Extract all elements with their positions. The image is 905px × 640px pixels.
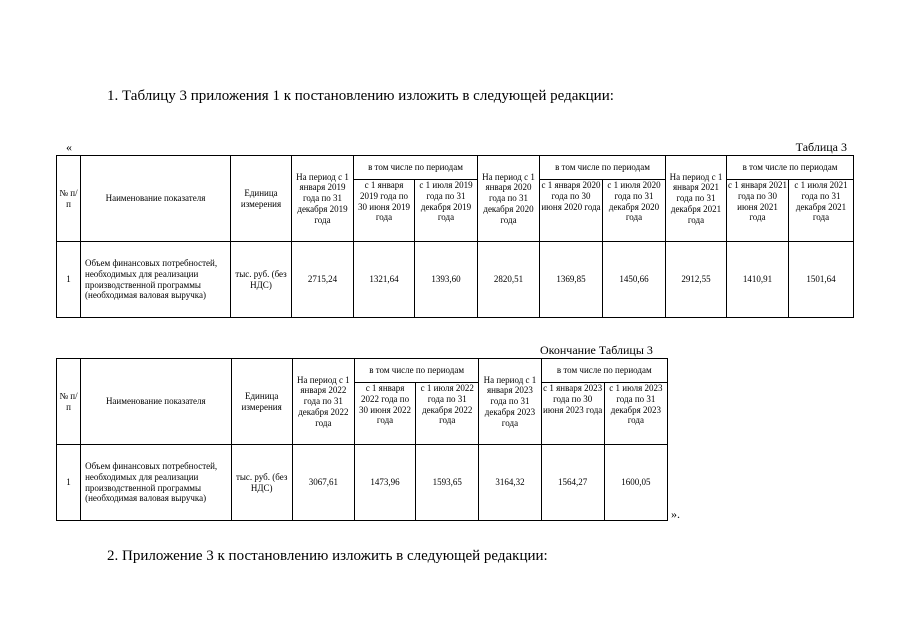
- header-period-2023-group: в том числе по периодам: [541, 359, 667, 383]
- value-2019-h1: 1321,64: [354, 242, 415, 318]
- header-num: № п/п: [57, 156, 81, 242]
- header-num: № п/п: [57, 359, 81, 445]
- header-2022-h1: с 1 января 2022 года по 30 июня 2022 года: [354, 383, 415, 445]
- header-period-2023-total: На период с 1 января 2023 года по 31 декабря 2023 года: [479, 359, 541, 445]
- value-2021-h1: 1410,91: [727, 242, 789, 318]
- row-unit: тыс. руб. (без НДС): [231, 445, 292, 521]
- row-num: 1: [57, 445, 81, 521]
- header-period-2021-total: На период с 1 января 2021 года по 31 декабря 2021 года: [666, 156, 727, 242]
- intro-paragraph: 1. Таблицу 3 приложения 1 к постановлению изложить в следующей редакции:: [107, 88, 614, 104]
- value-2022-h2: 1593,65: [416, 445, 479, 521]
- header-2021-h2: с 1 июля 2021 года по 31 декабря 2021 года: [789, 180, 854, 242]
- closing-paragraph: 2. Приложение 3 к постановлению изложить в следующей редакции:: [107, 548, 548, 564]
- header-name: Наименование показателя: [81, 156, 231, 242]
- header-period-2020-group: в том числе по периодам: [540, 156, 666, 180]
- header-period-2022-total: На период с 1 января 2022 года по 31 декабря 2022 года: [292, 359, 354, 445]
- value-2022-h1: 1473,96: [354, 445, 415, 521]
- header-period-2019-group: в том числе по периодам: [354, 156, 478, 180]
- table-row: [57, 445, 668, 521]
- table-row: [57, 242, 854, 318]
- header-period-2021-group: в том числе по периодам: [727, 156, 854, 180]
- header-name: Наименование показателя: [81, 359, 231, 445]
- value-2019-h2: 1393,60: [415, 242, 478, 318]
- header-period-2019-total: На период с 1 января 2019 года по 31 декабря 2019 года: [292, 156, 354, 242]
- value-2020-h2: 1450,66: [603, 242, 666, 318]
- header-2019-h2: с 1 июля 2019 года по 31 декабря 2019 года: [415, 180, 478, 242]
- row-num: 1: [57, 242, 81, 318]
- table1-caption: Таблица 3: [795, 140, 847, 154]
- header-2020-h2: с 1 июля 2020 года по 31 декабря 2020 года: [603, 180, 666, 242]
- header-period-2020-total: На период с 1 января 2020 года по 31 декабря 2020 года: [478, 156, 540, 242]
- value-2022-total: 3067,61: [292, 445, 354, 521]
- header-2019-h1: с 1 января 2019 года по 30 июня 2019 года: [354, 180, 415, 242]
- row-unit: тыс. руб. (без НДС): [231, 242, 292, 318]
- value-2023-h2: 1600,05: [604, 445, 667, 521]
- header-2022-h2: с 1 июля 2022 года по 31 декабря 2022 года: [416, 383, 479, 445]
- row-name: Объем финансовых потребностей, необходимых для реализации производственной программы (необходимая валовая выручка): [81, 445, 231, 521]
- value-2023-total: 3164,32: [479, 445, 541, 521]
- value-2021-total: 2912,55: [666, 242, 727, 318]
- row-name: Объем финансовых потребностей, необходимых для реализации производственной программы (необходимая валовая выручка): [81, 242, 231, 318]
- table2-caption: Окончание Таблицы 3: [540, 343, 653, 357]
- value-2023-h1: 1564,27: [541, 445, 604, 521]
- header-2023-h2: с 1 июля 2023 года по 31 декабря 2023 года: [604, 383, 667, 445]
- header-unit: Единица измерения: [231, 359, 292, 445]
- value-2019-total: 2715,24: [292, 242, 354, 318]
- closing-quote-mark: ».: [671, 507, 680, 521]
- header-2020-h1: с 1 января 2020 года по 30 июня 2020 года: [540, 180, 603, 242]
- header-2023-h1: с 1 января 2023 года по 30 июня 2023 года: [541, 383, 604, 445]
- header-2021-h1: с 1 января 2021 года по 30 июня 2021 года: [727, 180, 789, 242]
- value-2020-total: 2820,51: [478, 242, 540, 318]
- opening-quote-mark: «: [66, 140, 72, 154]
- tariff-table-2019-2021: [56, 155, 854, 318]
- value-2021-h2: 1501,64: [789, 242, 854, 318]
- tariff-table-2022-2023: [56, 358, 668, 521]
- value-2020-h1: 1369,85: [540, 242, 603, 318]
- header-period-2022-group: в том числе по периодам: [354, 359, 478, 383]
- header-unit: Единица измерения: [231, 156, 292, 242]
